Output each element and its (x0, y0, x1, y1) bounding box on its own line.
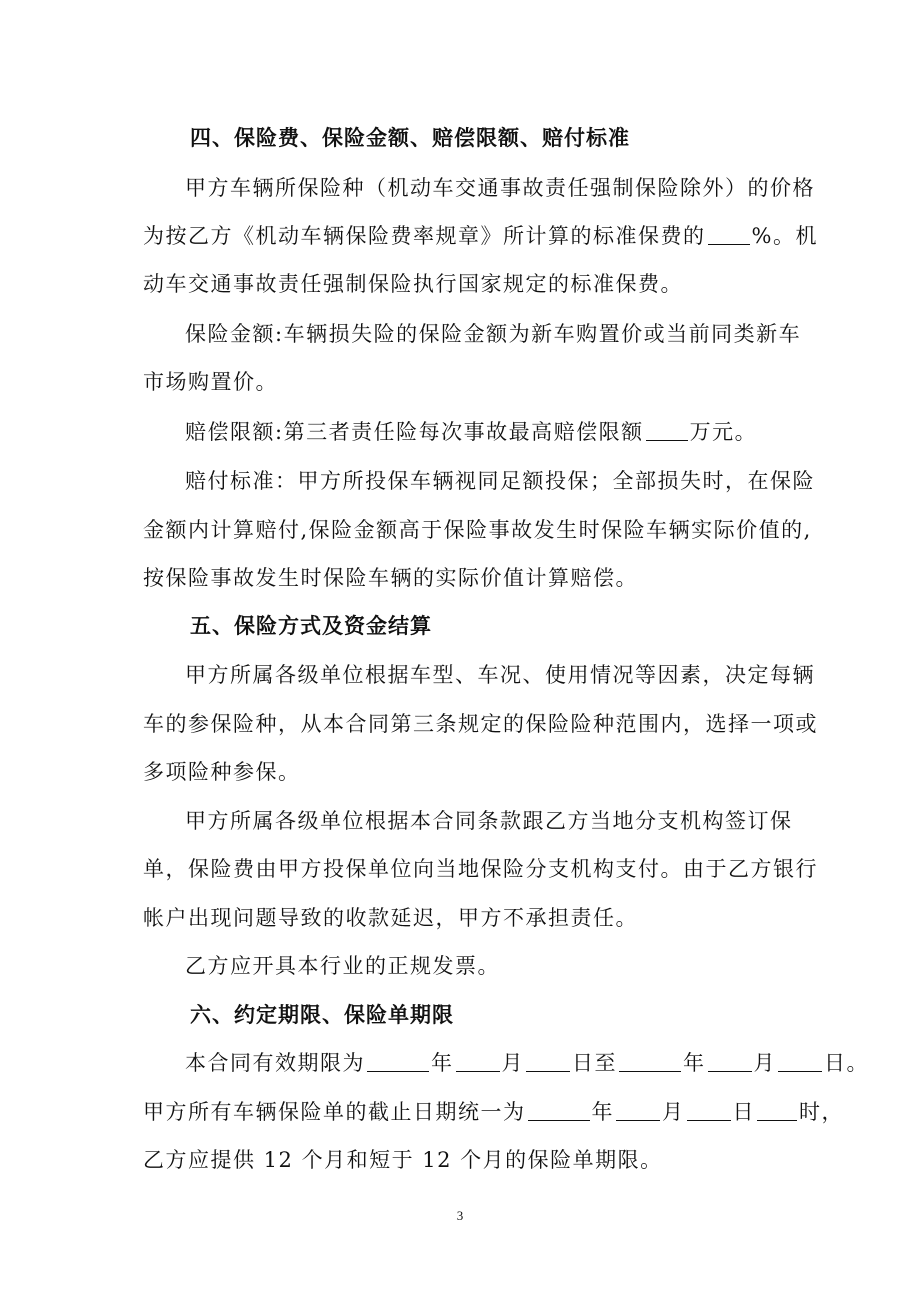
end-day-blank (778, 1051, 822, 1072)
end-year-blank (619, 1051, 681, 1072)
section-4-heading: 四、保险费、保险金额、赔偿限额、赔付标准 (190, 126, 630, 150)
paragraph-line: 乙方应提供 12 个月和短于 12 个月的保险单期限。 (143, 1148, 663, 1172)
paragraph-line: 单，保险费由甲方投保单位向当地保险分支机构支付。由于乙方银行 (143, 857, 818, 881)
expiry-day-blank (687, 1100, 731, 1121)
start-day-blank (526, 1051, 570, 1072)
start-month-blank (456, 1051, 500, 1072)
expiry-month-blank (616, 1100, 660, 1121)
section-5-heading: 五、保险方式及资金结算 (190, 614, 432, 638)
end-month-blank (708, 1051, 752, 1072)
paragraph-line: 赔付标准：甲方所投保车辆视同足额投保；全部损失时，在保险 (185, 469, 815, 493)
paragraph-line: 赔偿限额:第三者责任险每次事故最高赔偿限额 万元。 (185, 420, 758, 444)
paragraph-line: 甲方所属各级单位根据本合同条款跟乙方当地分支机构签订保 (185, 809, 793, 833)
paragraph-line: 甲方车辆所保险种（机动车交通事故责任强制保险除外）的价格 (185, 176, 815, 200)
premium-percent-blank (708, 224, 750, 245)
paragraph-line: 甲方所属各级单位根据车型、车况、使用情况等因素，决定每辆 (185, 663, 815, 687)
paragraph-line: 车的参保险种，从本合同第三条规定的保险险种范围内，选择一项或 (143, 712, 818, 736)
paragraph-line: 市场购置价。 (143, 370, 278, 394)
page-number: 3 (456, 1208, 464, 1223)
paragraph-line: 金额内计算赔付,保险金额高于保险事故发生时保险车辆实际价值的, (143, 518, 812, 542)
paragraph-line: 多项险种参保。 (143, 760, 301, 784)
compensation-limit-blank (646, 420, 688, 441)
expiry-hour-blank (757, 1100, 797, 1121)
paragraph-line: 本合同有效期限为 年 月 日至 年 月 日。 (185, 1051, 869, 1075)
expiry-year-blank (528, 1100, 590, 1121)
paragraph-line: 为按乙方《机动车辆保险费率规章》所计算的标准保费的 %。机 (143, 224, 818, 248)
section-6-heading: 六、约定期限、保险单期限 (190, 1003, 454, 1027)
start-year-blank (367, 1051, 429, 1072)
paragraph-line: 保险金额:车辆损失险的保险金额为新车购置价或当前同类新车 (185, 322, 802, 346)
paragraph-line: 乙方应开具本行业的正规发票。 (185, 954, 500, 978)
paragraph-line: 甲方所有车辆保险单的截止日期统一为 年 月 日 时， (143, 1100, 844, 1124)
paragraph-line: 按保险事故发生时保险车辆的实际价值计算赔偿。 (143, 566, 638, 590)
paragraph-line: 帐户出现问题导致的收款延迟，甲方不承担责任。 (143, 906, 638, 930)
paragraph-line: 动车交通事故责任强制保险执行国家规定的标准保费。 (143, 272, 683, 296)
